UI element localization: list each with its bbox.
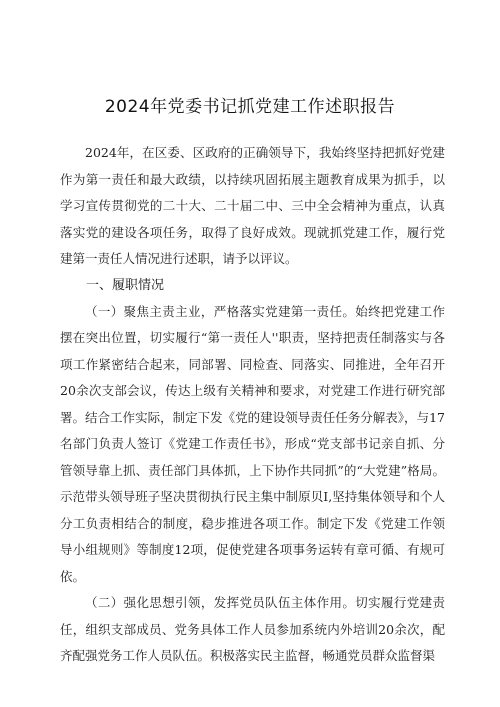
- document-body: [60, 140, 445, 670]
- section-paragraph-1: （一）聚焦主责主业，严格落实党建第一责任。始终把党建工作摆在突出位置，切实履行“第一责任人''职责，坚持把责任制落实与各项工作紧密结合起来，同部署、同检查、同落实、同推进，全年召开20余次支部会议，传达上级有关精神和要求，对党建工作进行研究部署。结合工作实际，制定下发《党的建设领导责任任务分解表》，与17名部门负责人签订《党建工作责任书》，形成“党支部书记亲自抓、分管领导靠上抓、责任部门具体抓，上下协作共同抓”的“大党建”格局。示范带头领导班子坚决贯彻执行民主集中制原贝I,坚持集体领导和个人分工负责相结合的制度，稳步推进各项工作。制定下发《党建工作领导小组规则》等制度12项，促使党建各项事务运转有章可循、有规可依。: [60, 303, 445, 584]
- section-heading: 一、履职情况: [86, 277, 165, 293]
- intro-paragraph: 2024年，在区委、区政府的正确领导下，我始终坚持把抓好党建作为第一责任和最大政绩，以持续巩固拓展主题教育成果为抓手，以学习宣传贯彻党的二十大、二十届二中、三中全会精神为重点，认真落实党的建设各项任务，取得了良好成效。现就抓党建工作，履行党建第一责任人情况进行述职，请予以评议。: [60, 145, 445, 266]
- section-paragraph-2: （二）强化思想引领，发挥党员队伍主体作用。切实履行党建责任，组织支部成员、党务具体工作人员参加系统内外培训20余次，配齐配强党务工作人员队伍。积极落实民主监督，畅通党员群众监督渠: [60, 595, 445, 663]
- document-title: 2024年党委书记抓党建工作述职报告: [104, 97, 396, 117]
